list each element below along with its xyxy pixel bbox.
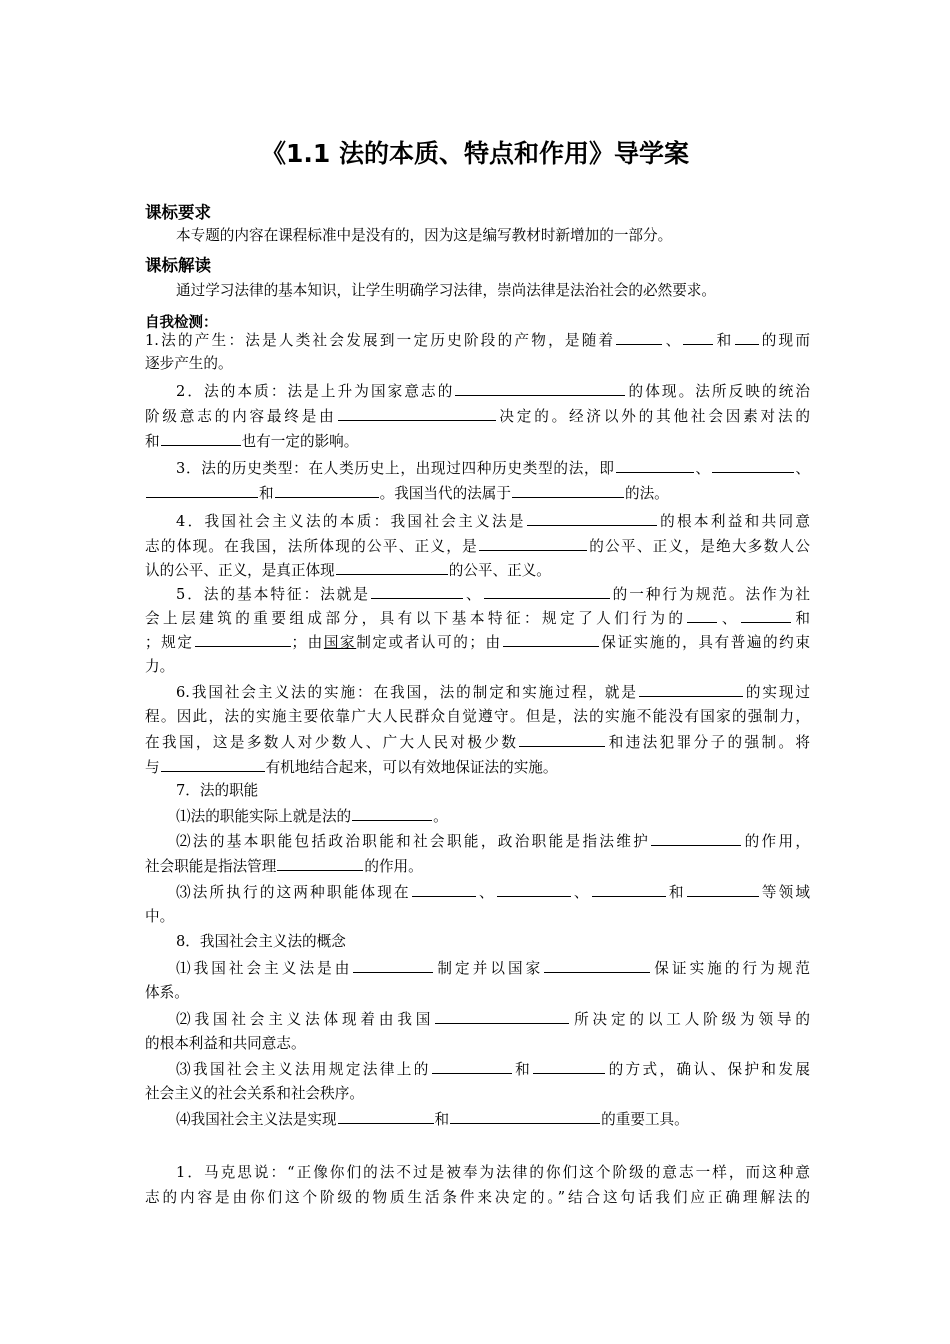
answer-blank[interactable]	[450, 1108, 600, 1124]
answer-blank[interactable]	[352, 805, 432, 821]
item-7-3-line-1	[145, 881, 810, 904]
text-segment: ⑵我国社会主义法体现着由我国	[176, 1011, 435, 1028]
text-segment: 的重要工具。	[601, 1111, 689, 1128]
text-segment: 和	[434, 1111, 450, 1128]
answer-blank[interactable]	[533, 1058, 605, 1074]
item-6-line-4	[145, 756, 810, 779]
item-1-line-1	[145, 329, 810, 352]
item-2-line-3	[145, 430, 810, 453]
text-segment: 的实现过	[743, 684, 810, 701]
text-segment: 决定的。经济以外的其他社会因素对法的	[496, 408, 810, 425]
text-segment: 和	[259, 485, 274, 502]
answer-blank[interactable]	[497, 881, 571, 897]
text-segment: 和	[666, 884, 686, 901]
item-5-line-3	[145, 631, 810, 654]
text-segment: 4．我国社会主义法的本质：我国社会主义法是	[176, 513, 526, 530]
text-segment: 的法。	[624, 485, 669, 502]
answer-blank[interactable]	[544, 957, 650, 973]
text-segment: 志的体现。在我国，法所体现的公平、正义，是	[145, 538, 478, 555]
text-segment: 的根本利益和共同意	[657, 513, 810, 530]
item-7-3-line-2: 中。	[145, 908, 175, 925]
text-segment: 的方式，确认、保护和发展	[606, 1061, 810, 1078]
answer-blank[interactable]	[277, 855, 363, 871]
text-segment: ⑵法的基本职能包括政治职能和社会职能，政治职能是指法维护	[176, 833, 651, 850]
answer-blank[interactable]	[338, 1108, 434, 1124]
item-8-2-line-1	[145, 1008, 810, 1031]
item-8-3-line-2: 社会主义的社会关系和社会秩序。	[145, 1085, 364, 1102]
text-segment: 制定或者认可的；由	[356, 634, 502, 651]
text-segment: 等领域	[759, 884, 810, 901]
text-segment: 6.我国社会主义法的实施：在我国，法的制定和实施过程，就是	[176, 684, 638, 701]
item-7-2-line-1	[145, 830, 810, 853]
answer-blank[interactable]	[519, 731, 605, 747]
item-2-line-2	[145, 405, 810, 428]
text-segment: 、	[476, 884, 496, 901]
text-segment: 的体现。法所反映的统治	[626, 383, 810, 400]
answer-blank[interactable]	[479, 535, 587, 551]
answer-blank[interactable]	[687, 881, 759, 897]
text-segment: 、	[794, 460, 810, 477]
answer-blank[interactable]	[616, 329, 662, 345]
text-segment: 1.法的产生：法是人类社会发展到一定历史阶段的产物，是随着	[145, 332, 616, 349]
text-segment: 、	[718, 610, 740, 627]
text-segment: ⑷我国社会主义法是实现	[176, 1111, 337, 1128]
answer-blank[interactable]	[435, 1008, 569, 1024]
text-segment: 5．法的基本特征：法就是	[176, 586, 371, 603]
section-heading-requirements: 课标要求	[145, 203, 211, 222]
requirements-text: 本专题的内容在课程标准中是没有的，因为这是编写教材时新增加的一部分。	[176, 227, 673, 244]
answer-blank[interactable]	[741, 607, 791, 623]
text-segment: 。我国当代的法属于	[379, 485, 511, 502]
section-heading-self-test: 自我检测：	[145, 315, 218, 331]
text-segment: 和	[714, 332, 734, 349]
text-segment: ⑴法的职能实际上就是法的	[176, 808, 352, 825]
item-5-line-2	[145, 607, 810, 630]
answer-blank[interactable]	[338, 405, 496, 421]
text-segment: 与	[145, 759, 160, 776]
item-1-line-2: 逐步产生的。	[145, 355, 233, 372]
text-segment: 社会职能是指法管理	[145, 858, 277, 875]
underlined-term: 国家	[323, 634, 357, 651]
item-7-1	[145, 805, 841, 828]
text-segment: 会上层建筑的重要组成部分，具有以下基本特征：规定了人们行为的	[145, 610, 687, 627]
answer-blank[interactable]	[687, 607, 717, 623]
text-segment: 和违法犯罪分子的强制。将	[606, 734, 810, 751]
item-6-line-1	[145, 681, 810, 704]
item-8-heading: 8．我国社会主义法的概念	[176, 933, 346, 950]
item-4-line-2	[145, 535, 810, 558]
text-segment: 有机地结合起来，可以有效地保证法的实施。	[265, 759, 558, 776]
text-segment: 、	[663, 332, 683, 349]
text-segment: ⑶我国社会主义法用规定法律上的	[176, 1061, 431, 1078]
text-segment: 保证实施的行为规范	[651, 960, 810, 977]
item-7-2-line-2	[145, 855, 810, 878]
answer-blank[interactable]	[735, 329, 759, 345]
interpretation-text: 通过学习法律的基本知识，让学生明确学习法律，崇尚法律是法治社会的必然要求。	[176, 282, 716, 299]
text-segment: 的作用。	[364, 858, 423, 875]
text-segment: 的公平、正义。	[448, 562, 551, 579]
text-segment: 阶级意志的内容最终是由	[145, 408, 337, 425]
text-segment: 和	[512, 1061, 533, 1078]
answer-blank[interactable]	[371, 583, 463, 599]
answer-blank[interactable]	[512, 482, 624, 498]
answer-blank[interactable]	[455, 380, 625, 396]
answer-blank[interactable]	[336, 559, 448, 575]
answer-blank[interactable]	[712, 457, 794, 473]
answer-blank[interactable]	[639, 681, 743, 697]
text-segment: 、	[694, 460, 711, 477]
text-segment: 3．法的历史类型：在人类历史上，出现过四种历史类型的法，即	[176, 460, 615, 477]
item-5-line-4: 力。	[145, 658, 175, 675]
answer-blank[interactable]	[195, 631, 291, 647]
answer-blank[interactable]	[503, 631, 599, 647]
text-segment: 的一种行为规范。法作为社	[610, 586, 810, 603]
text-segment: 的作用，	[742, 833, 810, 850]
text-segment: 认的公平、正义，是真正体现	[145, 562, 335, 579]
answer-blank[interactable]	[484, 583, 610, 599]
item-5-line-1	[145, 583, 810, 606]
item-8-4	[145, 1108, 841, 1131]
text-segment: 在我国，这是多数人对少数人、广大人民对极少数	[145, 734, 519, 751]
answer-blank[interactable]	[683, 329, 713, 345]
item-4-line-1	[145, 510, 810, 533]
text-segment: 。	[433, 808, 448, 825]
answer-blank[interactable]	[592, 881, 666, 897]
item-3-line-1	[145, 457, 810, 480]
item-8-2-line-2: 的根本利益和共同意志。	[145, 1035, 306, 1052]
item-8-1-line-2: 体系。	[145, 984, 189, 1001]
item-3-line-2	[145, 482, 810, 505]
text-segment: 也有一定的影响。	[241, 433, 359, 450]
answer-blank[interactable]	[275, 482, 379, 498]
text-segment: 保证实施的，具有普遍的约束	[599, 634, 810, 651]
question-1-line-1: 1．马克思说：“正像你们的法不过是被奉为法律的你们这个阶级的意志一样，而这种意	[176, 1164, 810, 1181]
item-7-heading: 7．法的职能	[176, 782, 259, 799]
text-segment: 所决定的以工人阶级为领导的	[570, 1011, 810, 1028]
text-segment: 和	[145, 433, 160, 450]
answer-blank[interactable]	[146, 482, 258, 498]
question-1-line-2: 志的内容是由你们这个阶级的物质生活条件来决定的。”结合这句话我们应正确理解法的	[145, 1189, 810, 1206]
text-segment: 的公平、正义，是绝大多数人公	[587, 538, 810, 555]
text-segment: 和	[791, 610, 810, 627]
item-6-line-3	[145, 731, 810, 754]
answer-blank[interactable]	[432, 1058, 512, 1074]
page-title: 《1.1 法的本质、特点和作用》导学案	[261, 139, 689, 168]
text-segment: ⑴我国社会主义法是由	[176, 960, 353, 977]
text-segment: 、	[464, 586, 483, 603]
answer-blank[interactable]	[161, 430, 241, 446]
section-heading-interpretation: 课标解读	[145, 256, 211, 275]
item-2-line-1	[145, 380, 810, 403]
item-6-line-2: 程。因此，法的实施主要依靠广大人民群众自觉遵守。但是，法的实施不能没有国家的强制力，	[145, 708, 810, 725]
text-segment: 制定并以国家	[434, 960, 544, 977]
text-segment: 、	[571, 884, 591, 901]
item-8-3-line-1	[145, 1058, 810, 1081]
answer-blank[interactable]	[616, 457, 694, 473]
text-segment: ；由	[291, 634, 324, 651]
answer-blank[interactable]	[527, 510, 657, 526]
text-segment: ⑶法所执行的这两种职能体现在	[176, 884, 411, 901]
answer-blank[interactable]	[161, 756, 265, 772]
item-4-line-3	[145, 559, 810, 582]
answer-blank[interactable]	[651, 830, 741, 846]
answer-blank[interactable]	[412, 881, 476, 897]
text-segment: ；规定	[145, 634, 194, 651]
text-segment: 的现而	[759, 332, 810, 349]
answer-blank[interactable]	[353, 957, 433, 973]
item-8-1-line-1	[145, 957, 810, 980]
text-segment: 2．法的本质：法是上升为国家意志的	[176, 383, 455, 400]
